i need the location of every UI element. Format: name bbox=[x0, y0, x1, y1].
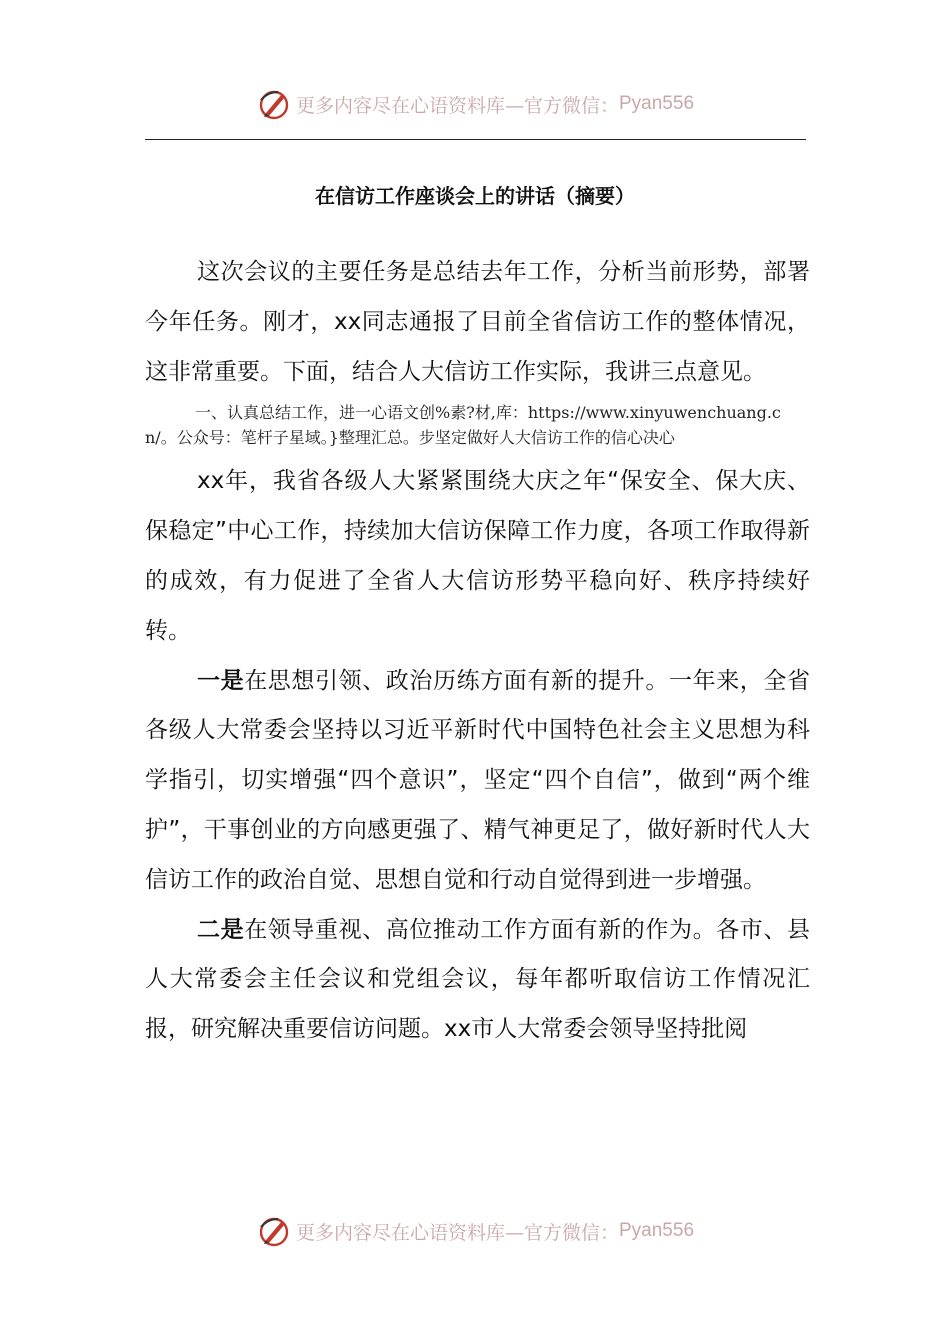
banner-wechat-id: Pyan556 bbox=[619, 93, 695, 114]
pen-circle-logo-icon bbox=[256, 1213, 292, 1249]
section-heading: 一、认真总结工作，进一心语文创%素?材,库：https://www.xinyuwenchuang.cn/。公众号：笔杆子星域。}整理汇总。步坚定做好人大信访工作的信心决心 bbox=[145, 403, 781, 447]
footer-banner bbox=[0, 1211, 950, 1251]
point-one-text: 在思想引领、政治历练方面有新的提升。一年来，全省各级人大常委会坚持以习近平新时代中国特色社会主义思想为科学指引，切实增强“四个意识”，坚定“四个自信”，做到“两个维护”，干事创业的方向感更强了、精气神更足了，做好新时代人大信访工作的政治自觉、思想自觉和行动自觉得到进一步增强。 bbox=[145, 667, 811, 893]
footer-banner-wechat-id: Pyan556 bbox=[619, 1220, 695, 1241]
document-body bbox=[145, 248, 810, 1055]
paragraph-point-two bbox=[145, 906, 810, 1055]
header-banner bbox=[0, 84, 950, 124]
document-title: 在信访工作座谈会上的讲话（摘要） bbox=[315, 184, 635, 208]
point-two-lead: 二是 bbox=[197, 916, 245, 943]
paragraph-summary: xx年，我省各级人大紧紧围绕大庆之年“保安全、保大庆、保稳定”中心工作，持续加大信访保障工作力度，各项工作取得新的成效，有力促进了全省人大信访形势平稳向好、秩序持续好转。 bbox=[145, 468, 810, 644]
point-one-lead: 一是 bbox=[197, 667, 245, 694]
point-two-text: 在领导重视、高位推动工作方面有新的作为。各市、县人大常委会主任会议和党组会议，每年都听取信访工作情况汇报，研究解决重要信访问题。xx市人大常委会领导坚持批阅 bbox=[145, 916, 811, 1043]
paragraph-point-one bbox=[145, 657, 810, 906]
header-divider bbox=[145, 139, 806, 140]
footer-banner-text: 更多内容尽在心语资料库—官方微信： bbox=[295, 1221, 619, 1244]
paragraph-intro: 这次会议的主要任务是总结去年工作，分析当前形势，部署今年任务。刚才，xx同志通报了目前全省信访工作的整体情况，这非常重要。下面，结合人大信访工作实际，我讲三点意见。 bbox=[145, 259, 810, 385]
pen-circle-logo-icon bbox=[256, 86, 292, 122]
banner-text: 更多内容尽在心语资料库—官方微信： bbox=[295, 94, 619, 117]
